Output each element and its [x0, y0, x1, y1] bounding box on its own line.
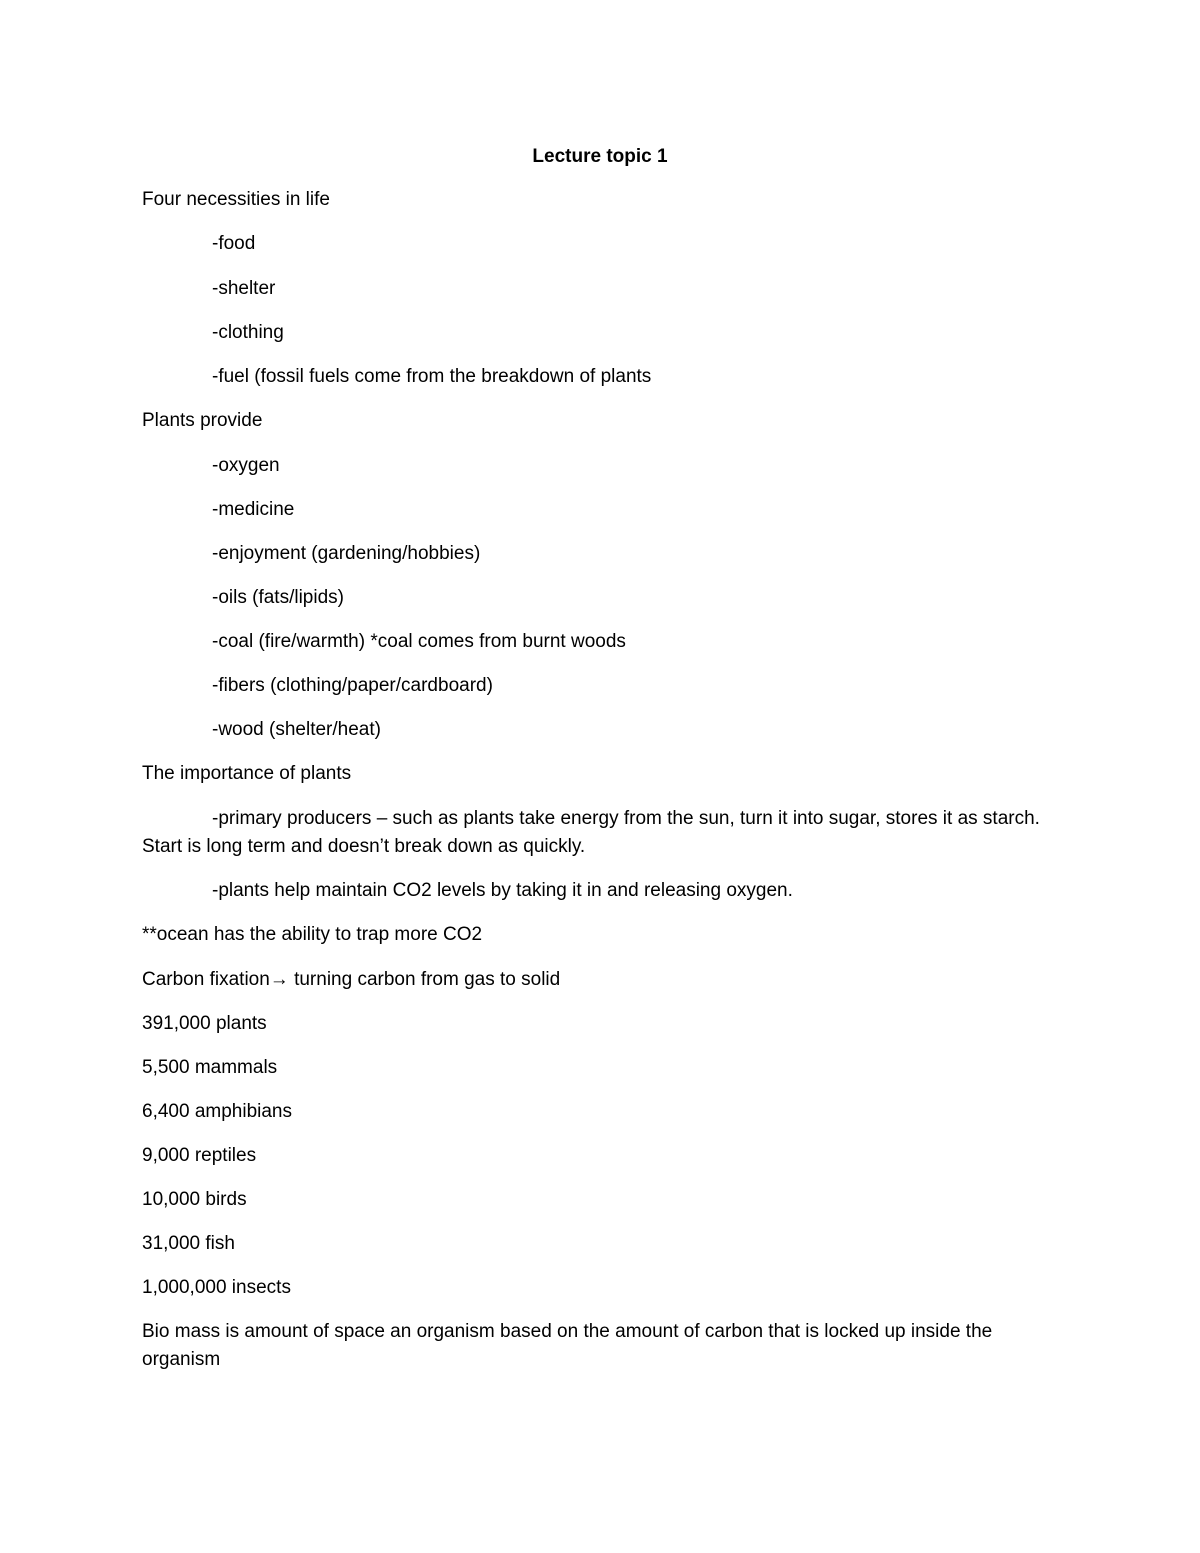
count-item: 6,400 amphibians — [142, 1101, 292, 1122]
list-item: -enjoyment (gardening/hobbies) — [212, 543, 481, 564]
count-item: 391,000 plants — [142, 1013, 267, 1034]
list-item: -oxygen — [212, 455, 280, 476]
count-item: 10,000 birds — [142, 1189, 247, 1210]
necessities-heading: Four necessities in life — [142, 189, 330, 210]
ocean-note: **ocean has the ability to trap more CO2 — [142, 924, 483, 945]
list-item: -oils (fats/lipids) — [212, 587, 344, 608]
list-item: -clothing — [212, 322, 284, 343]
list-item: -fibers (clothing/paper/cardboard) — [212, 675, 493, 696]
count-item: 1,000,000 insects — [142, 1277, 291, 1298]
carbon-fixation-definition: turning carbon from gas to solid — [288, 969, 561, 990]
importance-paragraph — [142, 805, 1042, 861]
list-item: -coal (fire/warmth) *coal comes from burnt woods — [212, 631, 626, 652]
carbon-fixation-line — [142, 966, 560, 994]
provide-heading: Plants provide — [142, 410, 263, 431]
importance-paragraph-text: -primary producers – such as plants take energy from the sun, turn it into sugar, stores it as starch. Start is long term and doesn’t break down as quickly. — [142, 808, 1040, 857]
list-item: -medicine — [212, 499, 295, 520]
carbon-fixation-term: Carbon fixation — [142, 969, 270, 990]
biomass-paragraph: Bio mass is amount of space an organism based on the amount of carbon that is locked up inside the organism — [142, 1321, 993, 1370]
list-item: -shelter — [212, 278, 276, 299]
importance-heading: The importance of plants — [142, 763, 352, 784]
count-item: 31,000 fish — [142, 1233, 235, 1254]
list-item: -food — [212, 233, 256, 254]
list-item: -fuel (fossil fuels come from the breakdown of plants — [212, 366, 652, 387]
arrow-right-icon: → — [269, 969, 289, 990]
count-item: 9,000 reptiles — [142, 1145, 257, 1166]
page-title: Lecture topic 1 — [532, 146, 668, 167]
importance-paragraph-2: -plants help maintain CO2 levels by taking it in and releasing oxygen. — [212, 880, 793, 901]
list-item: -wood (shelter/heat) — [212, 719, 381, 740]
count-item: 5,500 mammals — [142, 1057, 278, 1078]
